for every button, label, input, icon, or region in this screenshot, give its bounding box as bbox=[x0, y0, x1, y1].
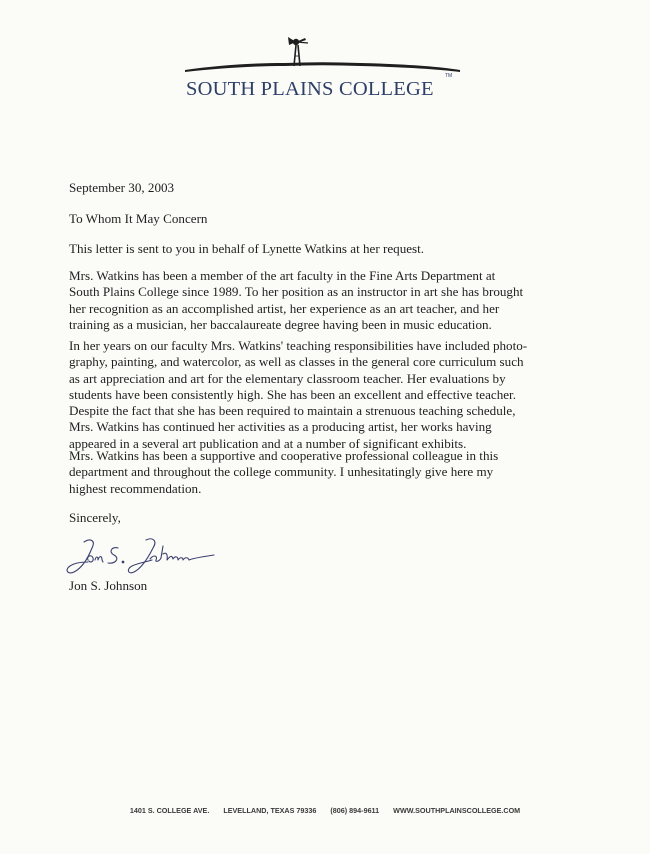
footer-city: LEVELLAND, TEXAS 79336 bbox=[223, 806, 317, 815]
footer-address: 1401 S. COLLEGE AVE. bbox=[129, 806, 210, 815]
paragraph-3 bbox=[69, 338, 589, 452]
paragraph-line: students have been consistently high. She has been an excellent and effective teacher. bbox=[69, 386, 516, 402]
paragraph-line: highest recommendation. bbox=[69, 480, 202, 496]
footer-phone: (806) 894-9611 bbox=[330, 806, 380, 815]
paragraph-line: her recognition as an accomplished artist, her experience as an art teacher, and her bbox=[69, 300, 500, 316]
letterhead-footer bbox=[0, 806, 650, 815]
closing: Sincerely, bbox=[69, 510, 121, 525]
paragraph-1 bbox=[69, 241, 589, 257]
paragraph-2 bbox=[69, 268, 589, 333]
letterhead bbox=[0, 0, 650, 110]
paragraph-line: Mrs. Watkins has been a supportive and cooperative professional colleague in this bbox=[69, 448, 499, 463]
paragraph-line: South Plains College since 1989. To her position as an instructor in art she has brought bbox=[69, 284, 524, 300]
paragraph-line: Despite the fact that she has been required to maintain a strenuous teaching schedule, bbox=[69, 403, 516, 419]
paragraph-line: appeared in a several art publication and at a number of significant exhibits. bbox=[69, 435, 467, 451]
paragraph-line: In her years on our faculty Mrs. Watkins' teaching responsibilities have included photo- bbox=[69, 338, 528, 353]
trademark-mark: TM bbox=[445, 73, 453, 79]
paragraph-line: This letter is sent to you in behalf of Lynette Watkins at her request. bbox=[69, 241, 425, 256]
handwritten-signature bbox=[62, 532, 217, 577]
paragraph-line: as art appreciation and art for the elementary classroom teacher. Her evaluations by bbox=[69, 370, 506, 386]
paragraph-line: training as a musician, her baccalaureate degree having been in music education. bbox=[69, 316, 492, 332]
signer-name: Jon S. Johnson bbox=[69, 578, 148, 593]
college-name: SOUTH PLAINS COLLEGE bbox=[186, 78, 434, 100]
salutation: To Whom It May Concern bbox=[69, 211, 208, 226]
paragraph-line: Mrs. Watkins has continued her activities as a producing artist, her works having bbox=[69, 419, 492, 435]
windmill-horizon-icon bbox=[185, 32, 460, 77]
letter-date: September 30, 2003 bbox=[69, 180, 175, 195]
paragraph-line: department and throughout the college community. I unhesitatingly give here my bbox=[69, 464, 494, 480]
paragraph-line: Mrs. Watkins has been a member of the art faculty in the Fine Arts Department at bbox=[69, 268, 496, 283]
paragraph-4 bbox=[69, 448, 589, 497]
footer-website[interactable]: WWW.SOUTHPLAINSCOLLEGE.COM bbox=[393, 806, 521, 815]
paragraph-line: graphy, painting, and watercolor, as well as classes in the general core curriculum such bbox=[69, 354, 524, 370]
